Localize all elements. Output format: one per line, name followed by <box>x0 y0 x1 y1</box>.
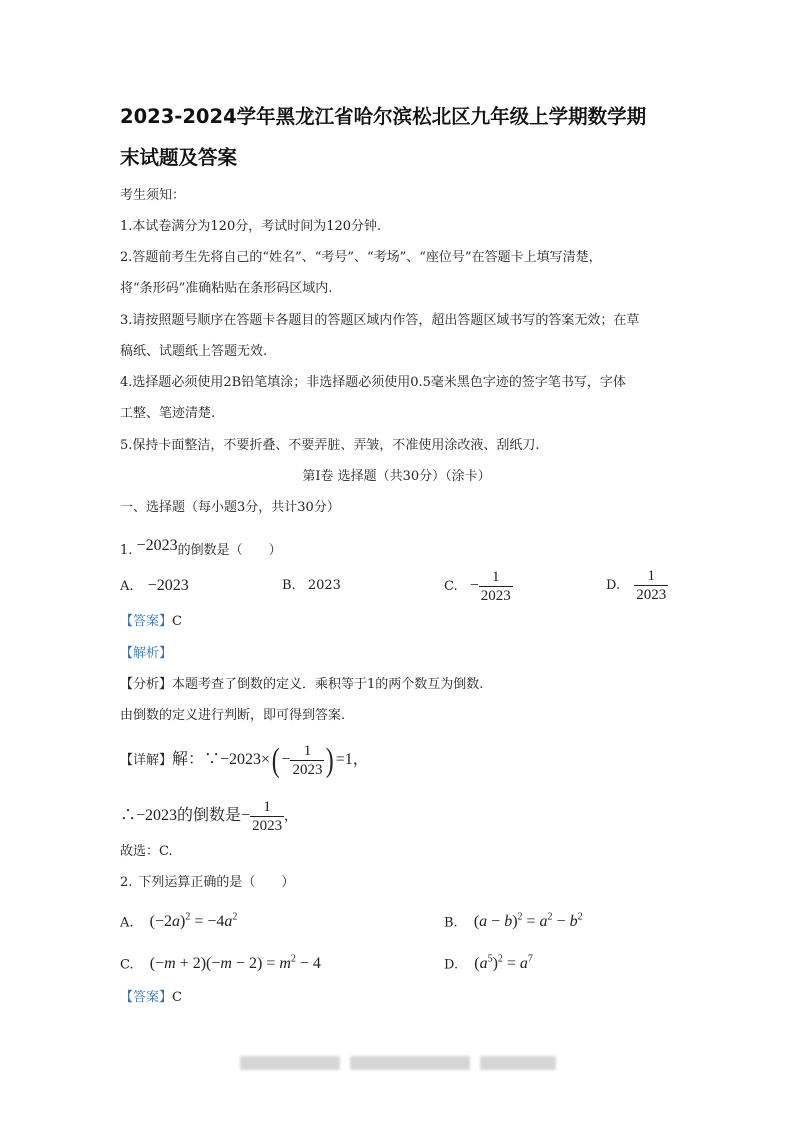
question-2: 2. 下列运算正确的是（ ） <box>120 875 295 890</box>
document-title-line-2: 末试题及答案 <box>120 146 238 169</box>
section-header: 第Ⅰ卷 选择题（共30分）（涂卡） <box>302 469 491 484</box>
option-b: B. 2023 <box>282 578 341 593</box>
answer-tag: 【答案】 <box>120 990 173 1005</box>
option-c: C. − $\frac{1}{2023}$ <box>444 569 511 604</box>
analysis-fenxi-cont: 由倒数的定义进行判断，即可得到答案. <box>120 708 346 723</box>
q2-option-d: D. $(a^5)^2 = a^7$ <box>444 954 533 973</box>
notice-heading: 考生须知： <box>120 188 186 203</box>
notice-item-2-cont: 将“条形码”准确粘贴在条形码区域内. <box>120 281 333 296</box>
analysis-tag: 【解析】 <box>120 646 173 661</box>
notice-item-4: 4.选择题必须使用2B铅笔填涂；非选择题必须使用0.5毫米黑色字迹的签字笔书写，字体 <box>120 375 626 390</box>
therefore-line: ∴−2023的倒数是− $\frac{1}{2023}$ ， <box>120 799 298 834</box>
notice-item-5: 5.保持卡面整洁，不要折叠、不要弄脏、弄皱，不准使用涂改液、刮纸刀. <box>120 438 540 453</box>
notice-item-3: 3.请按照题号顺序在答题卡各题目的答题区域内作答，超出答题区域书写的答案无效；在草 <box>120 313 640 328</box>
q2-option-a: A. $(-2a)^2 = -4a^2$ <box>120 912 238 931</box>
question-expression: −2023 <box>136 537 178 554</box>
answer-tag: 【答案】 <box>120 614 173 629</box>
question-1 <box>120 536 282 561</box>
document-title-line-1: 2023-2024学年黑龙江省哈尔滨松北区九年级上学期数学期 <box>120 105 647 128</box>
notice-item-2: 2.答题前考生先将自己的“姓名”、“考号”、“考场”、“座位号”在答题卡上填写清楚， <box>120 250 602 265</box>
notice-item-4-cont: 工整、笔迹清楚. <box>120 406 216 421</box>
question-stem: 的倒数是（ ） <box>177 543 282 558</box>
analysis-fenxi: 【分析】本题考查了倒数的定义．乘积等于1的两个数互为倒数. <box>120 677 484 692</box>
notice-item-1: 1.本试卷满分为120分，考试时间为120分钟. <box>120 219 382 234</box>
detail-line: 【详解】解：∵−2023×( − $\frac{1}{2023}$ ) =1， <box>120 741 369 779</box>
part-one-heading: 一、选择题（每小题3分，共计30分） <box>120 500 340 515</box>
question-number: 1. <box>120 543 133 558</box>
notice-item-3-cont: 稿纸、试题纸上答题无效. <box>120 344 268 359</box>
option-d: D. $\frac{1}{2023}$ <box>606 568 667 603</box>
option-a: A. −2023 <box>120 577 189 594</box>
q2-option-b: B. $(a - b)^2 = a^2 - b^2$ <box>444 912 583 931</box>
q2-answer: 【答案】C <box>120 990 182 1005</box>
q2-option-c: C. $(-m + 2)(-m - 2) = m^2 - 4$ <box>120 954 321 973</box>
choose-line: 故选：C. <box>120 844 173 859</box>
q1-answer: 【答案】C <box>120 614 182 629</box>
